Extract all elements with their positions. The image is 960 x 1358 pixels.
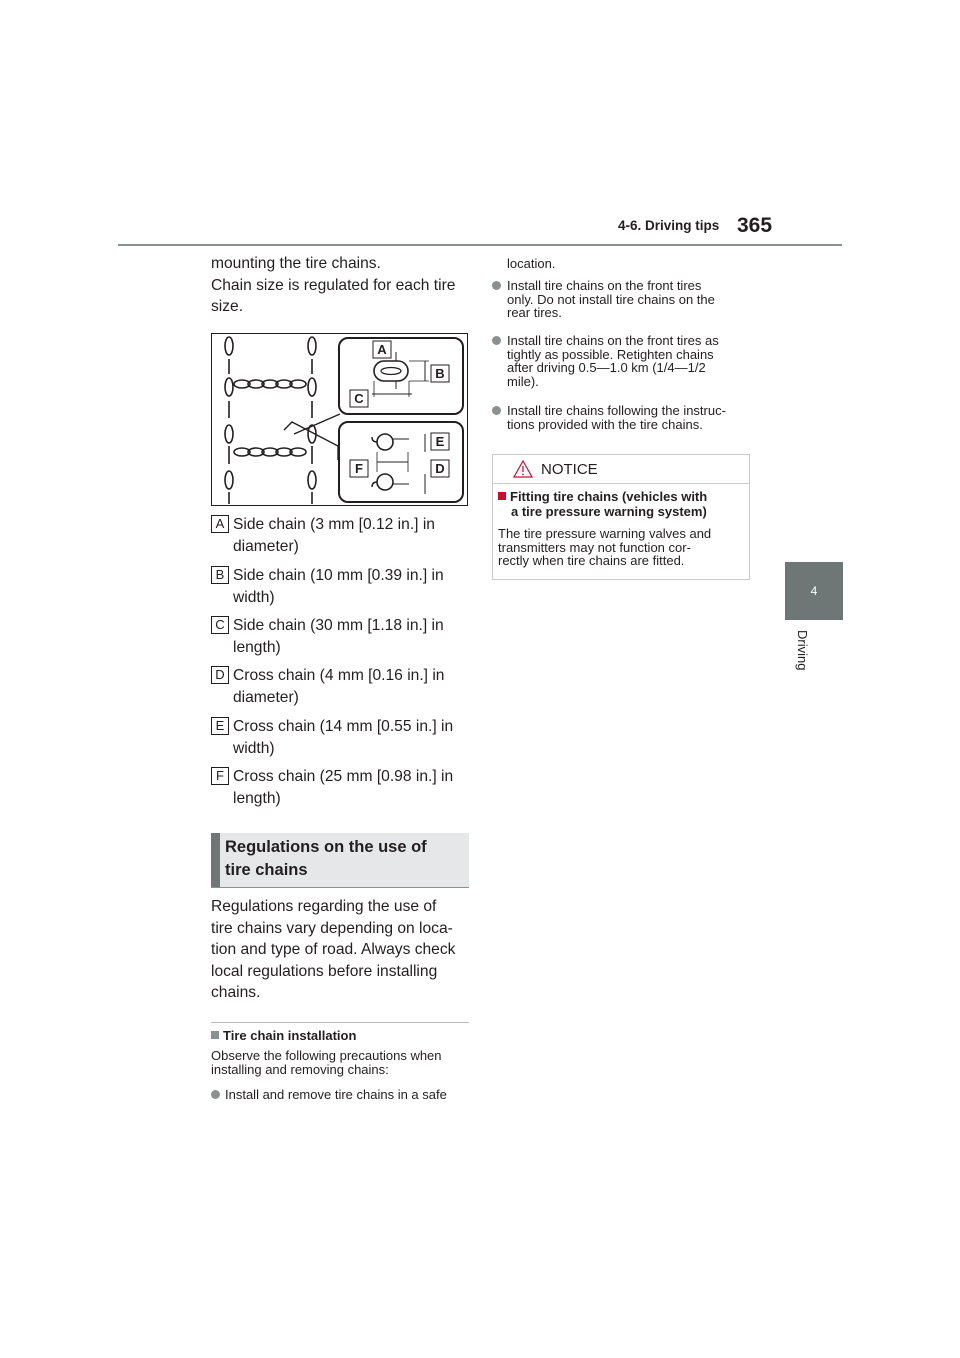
bullet-text: Install tire chains on the front tires as [507, 333, 719, 348]
notice-header [493, 455, 749, 484]
figure-label-f: F [355, 461, 363, 476]
intro-line: Chain size is regulated for each tire [211, 276, 456, 294]
installation-heading [211, 1028, 356, 1043]
key-text-line: width) [233, 739, 275, 757]
header-rule [118, 244, 842, 246]
regulations-body [211, 896, 473, 1004]
heading-rule [211, 887, 469, 888]
tire-chain-figure [211, 333, 468, 506]
key-text-line: length) [233, 638, 281, 656]
body-line: tion and type of road. Always check [211, 941, 456, 958]
bullet-continuation: location. [507, 256, 556, 271]
notice-box [492, 454, 750, 580]
key-text-line: length) [233, 789, 281, 807]
notice-body-line: The tire pressure warning valves and [498, 526, 712, 541]
upper-cross-chain [234, 380, 306, 388]
key-badge: B [211, 566, 229, 584]
bullet-item [492, 279, 752, 320]
figure-label-a: A [377, 342, 387, 357]
key-badge: D [211, 666, 229, 684]
notice-label: NOTICE [541, 461, 598, 478]
body-line: chains. [211, 984, 261, 1001]
notice-heading-text: a tire pressure warning system) [511, 504, 707, 519]
notice-body-line: rectly when tire chains are fitted. [498, 553, 685, 568]
key-text-line: Side chain (10 mm [0.39 in.] in [233, 567, 444, 584]
square-bullet-icon [498, 492, 506, 500]
bullet-text: Install tire chains on the front tires [507, 278, 702, 293]
installation-heading-text: Tire chain installation [223, 1028, 357, 1043]
left-side-chain [225, 337, 233, 504]
intro-line: Observe the following precautions when [211, 1048, 442, 1063]
bullet-item [492, 404, 752, 431]
notice-heading [498, 489, 748, 519]
key-text-line: Cross chain (14 mm [0.55 in.] in [233, 718, 454, 735]
bullet-item [211, 1088, 473, 1102]
notice-heading-text: Fitting tire chains (vehicles with [510, 489, 708, 504]
key-text-line: diameter) [233, 688, 299, 706]
regulations-heading [211, 833, 469, 887]
lower-cross-chain [234, 448, 306, 456]
key-badge: E [211, 717, 229, 735]
bullet-item [492, 334, 752, 388]
subsection-rule [211, 1022, 469, 1023]
page-number: 365 [737, 214, 773, 237]
figure-label-c: C [354, 391, 364, 406]
chain-illustration [212, 334, 467, 505]
heading-line: Regulations on the use of [225, 838, 427, 856]
chapter-title-text: Driving [795, 630, 810, 671]
key-badge: F [211, 767, 229, 785]
figure-label-d: D [435, 461, 445, 476]
intro-line: mounting the tire chains. [211, 255, 381, 272]
chapter-number: 4 [810, 584, 818, 598]
warning-triangle-icon [513, 460, 533, 478]
bullet-text: rear tires. [507, 305, 562, 320]
bullet-text: tions provided with the tire chains. [507, 416, 703, 432]
key-badge: A [211, 515, 229, 533]
intro-line: installing and removing chains: [211, 1061, 389, 1077]
body-line: local regulations before installing [211, 962, 438, 980]
section-label: 4-6. Driving tips [618, 218, 720, 233]
key-text-line: Cross chain (4 mm [0.16 in.] in [233, 667, 445, 684]
bullet-dot-icon [492, 406, 501, 415]
bullet-text: Install and remove tire chains in a safe [225, 1087, 447, 1102]
intro-line: size. [211, 298, 244, 315]
key-text-line: Side chain (30 mm [1.18 in.] in [233, 617, 444, 634]
installation-intro [211, 1049, 473, 1076]
figure-label-e: E [435, 434, 445, 449]
bullet-text: tightly as possible. Retighten chains [507, 346, 714, 362]
bullet-text: only. Do not install tire chains on the [507, 291, 715, 307]
bullet-dot-icon [492, 336, 501, 345]
chapter-tab[interactable] [785, 562, 843, 620]
key-badge: C [211, 616, 229, 634]
bullet-dot-icon [211, 1090, 220, 1099]
notice-body [498, 527, 748, 568]
heading-line: tire chains [225, 861, 308, 879]
body-line: tire chains vary depending on loca- [211, 919, 453, 937]
bullet-text: after driving 0.5—1.0 km (1/4—1/2 [507, 360, 706, 375]
figure-label-b: B [435, 366, 445, 381]
notice-body-line: transmitters may not function cor- [498, 539, 691, 555]
key-text-line: diameter) [233, 537, 299, 555]
chapter-title [796, 630, 810, 690]
bullet-text: Install tire chains following the instruc- [507, 403, 726, 418]
intro-text [211, 253, 473, 318]
key-text-line: width) [233, 588, 275, 606]
heading-accent-bar [211, 833, 220, 887]
key-text-line: Cross chain (25 mm [0.98 in.] in [233, 768, 454, 785]
body-line: Regulations regarding the use of [211, 898, 437, 915]
bullet-dot-icon [492, 281, 501, 290]
square-bullet-icon [211, 1031, 219, 1039]
bullet-text: mile). [507, 373, 539, 389]
middle-side-chain [308, 337, 316, 504]
key-text-line: Side chain (3 mm [0.12 in.] in [233, 516, 435, 533]
